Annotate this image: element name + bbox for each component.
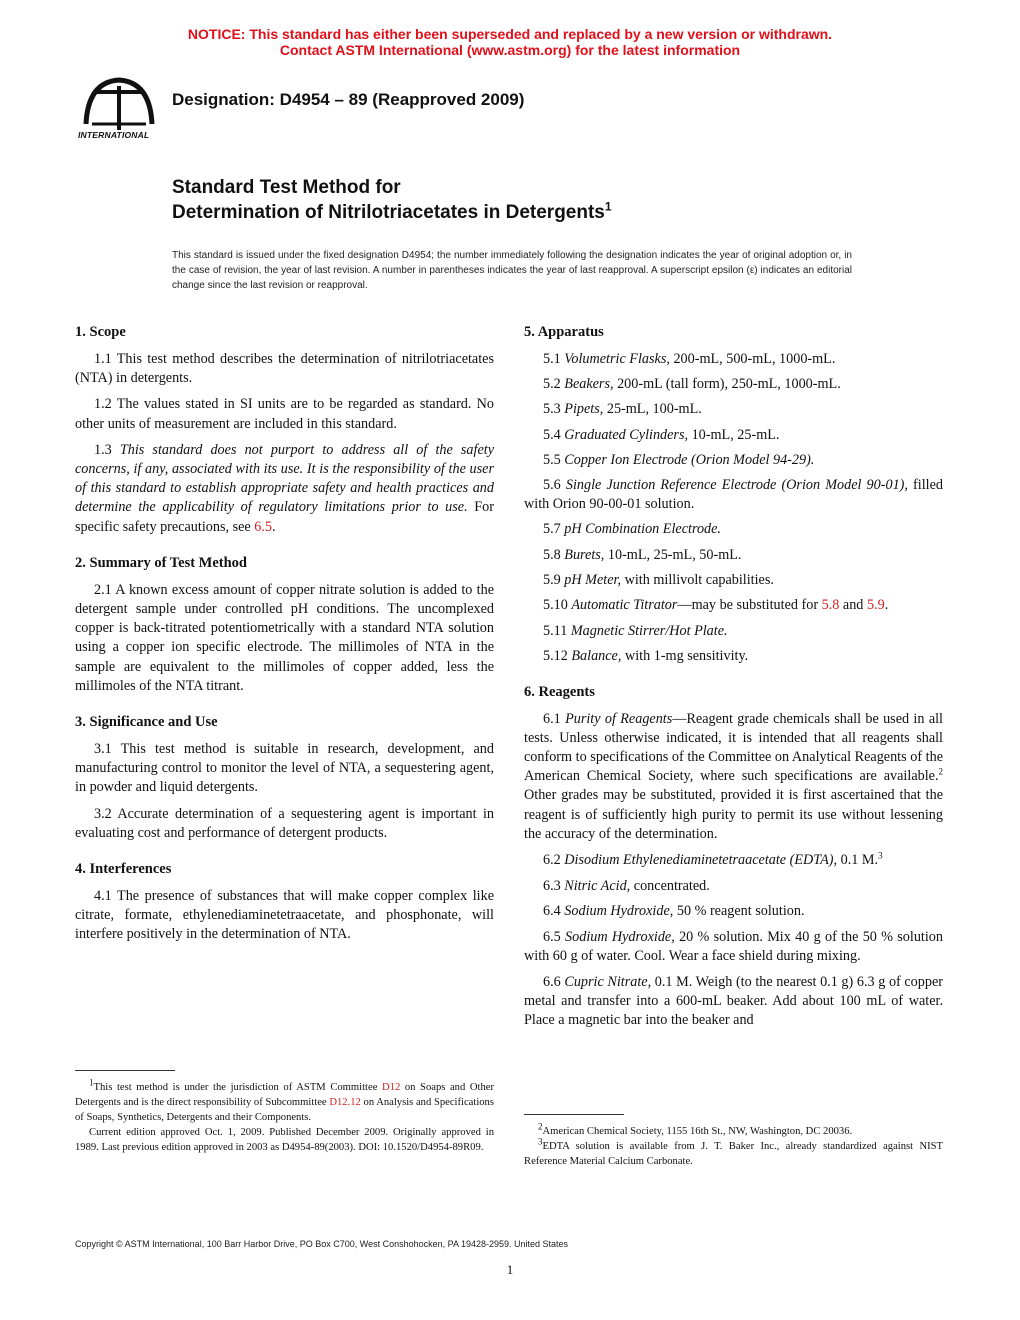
- item-name: Copper Ion Electrode (Orion Model 94-29).: [564, 451, 815, 468]
- footnote-mark: 3: [538, 1136, 543, 1147]
- copyright-line: Copyright © ASTM International, 100 Barr Harbor Drive, PO Box C700, West Conshohocken, PA 19428-2959. United States: [75, 1239, 569, 1249]
- item-name: pH Combination Electrode.: [564, 521, 721, 538]
- para-1-1: 1.1 This test method describes the determination of nitrilotriacetates (NTA) in detergents.: [75, 351, 494, 387]
- para-1-3: [75, 441, 494, 537]
- item-name: pH Meter,: [564, 571, 622, 588]
- footnote-3: [524, 1136, 943, 1169]
- item-text: —Reagent grade chemicals shall be used in all tests. Unless otherwise indicated, it is intended that all reagents shall conform to specifications of the Committee on Analytical Reagents of the American Chemical Society, where such specifications are available.: [524, 710, 943, 785]
- right-column: [524, 323, 943, 1038]
- para-num: 5.6: [543, 477, 566, 494]
- section-heading-significance: 3. Significance and Use: [75, 714, 218, 731]
- item-text: 200-mL, 500-mL, 1000-mL.: [669, 351, 836, 367]
- reagent-6-1: [524, 710, 943, 844]
- item-name: Disodium Ethylenediaminetetraacetate (EDTA),: [564, 852, 838, 869]
- withdrawal-notice: [0, 26, 1020, 58]
- para-2-1: 2.1 A known excess amount of copper nitrate solution is added to the detergent sample under controlled pH conditions. The uncomplexed copper is back-titrated potentiometrically with a standard NTA solution using a copper ion specific electrode. The millimoles of NTA in the sample are equivalent to the millimoles of copper added, less the millimoles of the NTA titrant.: [75, 581, 494, 694]
- title-footnote-mark: 1: [604, 199, 612, 214]
- item-name: Magnetic Stirrer/Hot Plate.: [570, 623, 728, 640]
- section-heading-interferences: 4. Interferences: [75, 861, 172, 878]
- reagent-6-4: [524, 902, 943, 921]
- footnote-mark: 2: [538, 1121, 543, 1132]
- page-number: 1: [506, 1262, 514, 1277]
- item-text: 0.1 M.: [837, 852, 879, 869]
- document-title: [172, 175, 612, 225]
- para-4-1: 4.1 The presence of substances that will make copper complex like citrate, formate, ethylenediaminetetraacetate, and phosphonate, will interfere positively in the determination of NTA.: [75, 888, 494, 943]
- para-num: 5.1: [543, 351, 565, 367]
- left-column: [75, 323, 494, 952]
- apparatus-item: [524, 350, 943, 369]
- xref-link-6-5[interactable]: 6.5: [254, 518, 272, 535]
- footnotes-right: [524, 1121, 943, 1169]
- footnote-rule-left: [75, 1070, 175, 1071]
- footnote-mark: 2: [938, 766, 943, 777]
- apparatus-item: [524, 451, 943, 470]
- para-num: 5.10: [543, 597, 572, 614]
- apparatus-item: [524, 375, 943, 394]
- footnote-rule-right: [524, 1114, 624, 1115]
- footnote-1: [75, 1077, 494, 1125]
- reagent-6-5: [524, 928, 943, 966]
- footnote-mark: 3: [878, 850, 883, 861]
- item-text: —may be substituted for: [677, 597, 822, 614]
- astm-logo: [74, 72, 164, 144]
- item-name: Automatic Titrator: [571, 597, 678, 614]
- item-name: Burets,: [564, 546, 605, 563]
- apparatus-item: [524, 546, 943, 565]
- item-name: Purity of Reagents: [565, 710, 673, 727]
- logo-subtext: INTERNATIONAL: [78, 130, 150, 140]
- apparatus-item-5-11: [524, 622, 943, 641]
- footnote-2: [524, 1121, 943, 1139]
- para-num: 5.5: [543, 451, 565, 468]
- item-name: Cupric Nitrate,: [564, 974, 652, 991]
- item-name: Balance,: [571, 648, 622, 665]
- para-num: 5.7: [543, 521, 565, 538]
- item-name: Pipets,: [564, 401, 604, 418]
- notice-line-1: NOTICE: This standard has either been superseded and replaced by a new version or withdrawn.: [187, 26, 833, 42]
- para-1-2: 1.2 The values stated in SI units are to be regarded as standard. No other units of measurement are included in this standard.: [75, 396, 494, 432]
- item-text: 50 % reagent solution.: [673, 903, 805, 920]
- item-text: with millivolt capabilities.: [621, 571, 774, 588]
- footnote-text: EDTA solution is available from J. T. Baker Inc., already standardized against NIST Reference Material Calcium Carbonate.: [524, 1141, 943, 1167]
- section-heading-reagents: 6. Reagents: [524, 683, 595, 700]
- footnote-1-edition: Current edition approved Oct. 1, 2009. Published December 2009. Originally approved in 1989. Last previous edition approved in 2003 as D4954-89(2003). DOI: 10.1520/D4954-89R09.: [75, 1127, 494, 1153]
- committee-link-d12[interactable]: D12: [382, 1082, 401, 1093]
- subcommittee-link-d12-12[interactable]: D12.12: [329, 1097, 361, 1108]
- apparatus-list: [524, 350, 943, 590]
- footnote-text: This test method is under the jurisdiction of ASTM Committee: [93, 1082, 382, 1093]
- item-text: concentrated.: [630, 878, 710, 895]
- item-text: 25-mL, 100-mL.: [603, 401, 702, 418]
- para-num: 1.3: [94, 441, 120, 458]
- para-text: .: [271, 518, 276, 535]
- notice-line-2: Contact ASTM International (www.astm.org) for the latest information: [279, 42, 741, 58]
- para-num: 6.3: [543, 878, 565, 895]
- item-text: with 1-mg sensitivity.: [621, 648, 749, 665]
- xref-link-5-8[interactable]: 5.8: [821, 597, 840, 614]
- apparatus-item: [524, 520, 943, 539]
- reagent-6-3: [524, 877, 943, 896]
- apparatus-item: [524, 476, 943, 514]
- item-text: and: [839, 597, 867, 614]
- para-num: 6.6: [543, 974, 565, 991]
- para-text: For specific safety precautions, see: [75, 499, 495, 535]
- para-num: 5.12: [543, 648, 572, 665]
- footnote-text: American Chemical Society, 1155 16th St., NW, Washington, DC 20036.: [542, 1126, 853, 1137]
- footnote-text: on Soaps and Other Detergents and is the direct responsibility of Subcommittee: [75, 1082, 494, 1108]
- para-num: 6.1: [543, 710, 566, 727]
- designation: Designation: D4954 – 89 (Reapproved 2009): [172, 90, 525, 109]
- item-name: Sodium Hydroxide,: [564, 903, 674, 920]
- footnote-text: on Analysis and Specifications of Soaps, Synthetics, Detergents and their Components.: [75, 1097, 494, 1123]
- item-text: 0.1 M. Weigh (to the nearest 0.1 g) 6.3 g of copper metal and transfer into a 600-mL beaker. Add about 100 mL of water. Place a magnetic bar into the beaker and: [524, 974, 943, 1029]
- para-num: 5.2: [543, 376, 565, 393]
- xref-link-5-9[interactable]: 5.9: [866, 597, 885, 614]
- item-name: Volumetric Flasks,: [564, 351, 670, 367]
- item-name: Graduated Cylinders,: [564, 426, 689, 443]
- para-3-2: 3.2 Accurate determination of a sequestering agent is important in evaluating cost and performance of detergent products.: [75, 805, 494, 841]
- reagent-6-2: [524, 851, 943, 870]
- apparatus-item: [524, 426, 943, 445]
- section-heading-apparatus: 5. Apparatus: [524, 324, 604, 340]
- item-text: 20 % solution. Mix 40 g of the 50 % solution with 60 g of water. Cool. Wear a face shield during mixing.: [524, 928, 943, 964]
- para-num: 5.4: [543, 426, 565, 443]
- item-name: Single Junction Reference Electrode (Orion Model 90-01),: [565, 477, 908, 494]
- item-name: Nitric Acid,: [564, 878, 631, 895]
- section-heading-scope: 1. Scope: [75, 324, 126, 340]
- footnotes-left: [75, 1077, 494, 1155]
- item-text: 10-mL, 25-mL, 50-mL.: [604, 546, 742, 563]
- footnote-mark: 1: [89, 1077, 94, 1088]
- apparatus-item: [524, 400, 943, 419]
- title-line-2: [172, 200, 612, 225]
- para-3-1: 3.1 This test method is suitable in research, development, and manufacturing control to monitor the level of NTA, a sequestering agent, in powder and liquid detergents.: [75, 741, 494, 796]
- section-heading-summary: 2. Summary of Test Method: [75, 554, 247, 571]
- title-line-2-text: Determination of Nitrilotriacetates in Detergents: [172, 202, 605, 223]
- safety-caveat: This standard does not purport to address all of the safety concerns, if any, associated with its use. It is the responsibility of the user of this standard to establish appropriate safety and health practices and determine the applicability of regulatory limitations prior to use.: [75, 441, 494, 516]
- para-num: 6.5: [543, 928, 566, 945]
- para-num: 6.4: [543, 903, 565, 920]
- apparatus-item: [524, 571, 943, 590]
- apparatus-item-5-12: [524, 647, 943, 666]
- item-text: .: [884, 597, 889, 614]
- para-num: 5.3: [543, 401, 565, 418]
- item-text: 10-mL, 25-mL.: [688, 426, 780, 443]
- item-text: 200-mL (tall form), 250-mL, 1000-mL.: [613, 376, 841, 393]
- item-text: Other grades may be substituted, provided it is first ascertained that the reagent is of sufficiently high purity to permit its use without lessening the accuracy of the determination.: [524, 787, 943, 842]
- para-num: 5.9: [543, 571, 565, 588]
- apparatus-item-5-10: [524, 596, 943, 615]
- issue-statement: This standard is issued under the fixed designation D4954; the number immediately following the designation indicates the year of original adoption or, in the case of revision, the year of last revision. A number in parentheses indicates the year of last reapproval. A superscript epsilon (ε) indicates an editorial change since the last revision or reapproval.: [172, 250, 852, 291]
- para-num: 6.2: [543, 852, 565, 869]
- para-num: 5.8: [543, 546, 565, 563]
- item-name: Beakers,: [564, 376, 614, 393]
- item-name: Sodium Hydroxide,: [565, 928, 675, 945]
- item-text: filled with Orion 90-00-01 solution.: [524, 477, 943, 513]
- title-line-1: Standard Test Method for: [172, 177, 401, 198]
- reagent-6-6: [524, 973, 943, 1031]
- para-num: 5.11: [543, 623, 571, 640]
